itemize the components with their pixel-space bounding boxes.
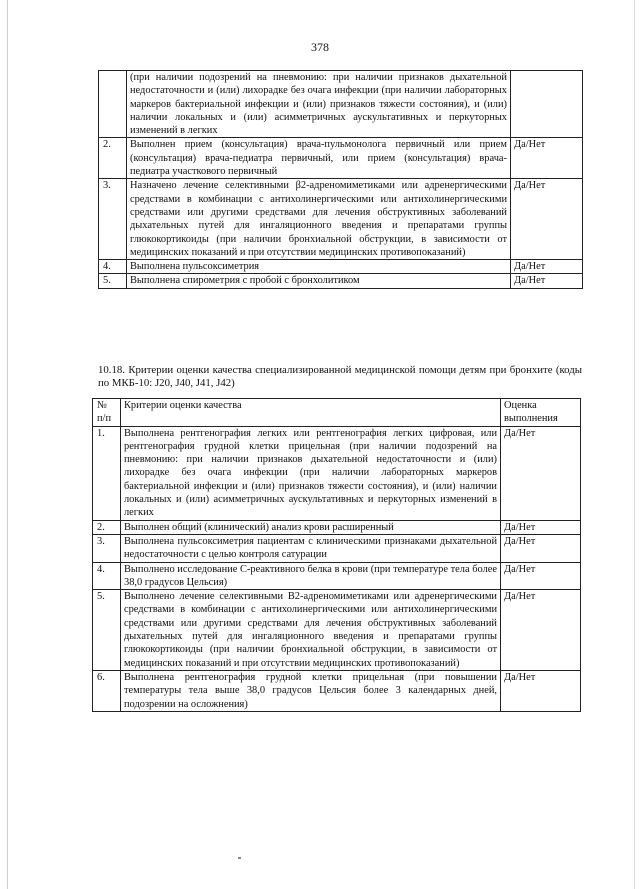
row-number: 3.	[93, 534, 121, 562]
evaluation-cell: Да/Нет	[511, 179, 583, 260]
row-number: 5.	[99, 274, 127, 288]
table-row	[93, 520, 581, 534]
header-number: № п/п	[93, 399, 121, 427]
table-row	[93, 426, 581, 520]
criterion-text: Назначено лечение селективными β2-адреномиметиками или адренергическими средствами в комбинации с антихолинергическими или антихолинергическими средствами или другими средствами для лечения обструктивных заболеваний дыхательных путей для ингаляционного введения и препаратами группы глюкокортикоиды (при наличии бронхиальной обструкции, в зависимости от медицинских показаний и при отсутствии медицинских противопоказаний)	[127, 179, 511, 260]
criterion-text: Выполнена рентгенография легких или рентгенография легких цифровая, или рентгенография грудной клетки прицельная (при наличии подозрений на пневмонию: при наличии признаков дыхательной недостаточности и (или) лихорадке без очага инфекции (при наличии лабораторных маркеров бактериальной инфекции и (или) признаков тяжести состояния), и (или) наличии локальных и (или) асимметричных аускультативных и перкуторных изменений в легких	[121, 426, 501, 520]
section-heading	[98, 364, 582, 391]
evaluation-cell	[511, 71, 583, 138]
header-evaluation: Оценка выполнения	[501, 399, 581, 427]
table-row	[93, 562, 581, 590]
table-row	[93, 534, 581, 562]
row-number: 1.	[93, 426, 121, 520]
criteria-table-continued	[98, 70, 583, 289]
criterion-text: (при наличии подозрений на пневмонию: при наличии признаков дыхательной недостаточности и (или) лихорадке без очага инфекции (при наличии лабораторных маркеров бактериальной инфекции и (или) признаков тяжести состояния), и (или) наличии локальных и (или) асимметричных аускультативных и перкуторных изменений в легких	[127, 71, 511, 138]
row-number: 6.	[93, 670, 121, 711]
table-row	[99, 274, 583, 288]
table-row	[99, 71, 583, 138]
row-number: 2.	[99, 138, 127, 179]
evaluation-cell: Да/Нет	[501, 534, 581, 562]
row-number: 4.	[99, 260, 127, 274]
scan-speck	[238, 857, 241, 859]
table-row	[99, 260, 583, 274]
table-header-row	[93, 399, 581, 427]
table-row	[99, 179, 583, 260]
criterion-text: Выполнена пульсоксиметрия	[127, 260, 511, 274]
evaluation-cell: Да/Нет	[501, 562, 581, 590]
criterion-text: Выполнен прием (консультация) врача-пульмонолога первичный или прием (консультация) врача-педиатра первичный, или прием (консультация) врача-педиатра участкового первичный	[127, 138, 511, 179]
criterion-text: Выполнен общий (клинический) анализ крови расширенный	[121, 520, 501, 534]
evaluation-cell: Да/Нет	[501, 426, 581, 520]
page-number: 378	[311, 40, 329, 54]
criterion-text: Выполнено исследование С-реактивного белка в крови (при температуре тела более 38,0 градусов Цельсия)	[121, 562, 501, 590]
evaluation-cell: Да/Нет	[501, 670, 581, 711]
table-body	[93, 426, 581, 711]
criterion-text: Выполнено лечение селективными В2-адреномиметиками или адренергическими средствами в комбинации с антихолинергическими или антихолинергическими средствами или другими средствами для лечения обструктивных заболеваний дыхательных путей для ингаляционного введения и препаратами группы глюкокортикоиды (при наличии бронхиальной обструкции, в зависимости от медицинских показаний и при отсутствии медицинских противопоказаний)	[121, 590, 501, 671]
section-title: 10.18. Критерии оценки качества специализированной медицинской помощи детям при бронхите (коды по МКБ-10: J20, J40, J41, J42)	[98, 364, 582, 390]
evaluation-cell: Да/Нет	[511, 138, 583, 179]
header-criteria: Критерии оценки качества	[121, 399, 501, 427]
row-number: 2.	[93, 520, 121, 534]
criterion-text: Выполнена спирометрия с пробой с бронхолитиком	[127, 274, 511, 288]
criterion-text: Выполнена пульсоксиметрия пациентам с клиническими признаками дыхательной недостаточности с целью контроля сатурации	[121, 534, 501, 562]
row-number: 3.	[99, 179, 127, 260]
evaluation-cell: Да/Нет	[501, 590, 581, 671]
table-row	[93, 590, 581, 671]
evaluation-cell: Да/Нет	[511, 260, 583, 274]
evaluation-cell: Да/Нет	[501, 520, 581, 534]
row-number: 5.	[93, 590, 121, 671]
criteria-table-bronchitis	[92, 398, 581, 712]
evaluation-cell: Да/Нет	[511, 274, 583, 288]
table-row	[99, 138, 583, 179]
table-body	[99, 71, 583, 289]
table-row	[93, 670, 581, 711]
row-number	[99, 71, 127, 138]
criterion-text: Выполнена рентгенография грудной клетки прицельная (при повышении температуры тела выше 38,0 градусов Цельсия более 3 календарных дней, подозрении на осложнения)	[121, 670, 501, 711]
row-number: 4.	[93, 562, 121, 590]
